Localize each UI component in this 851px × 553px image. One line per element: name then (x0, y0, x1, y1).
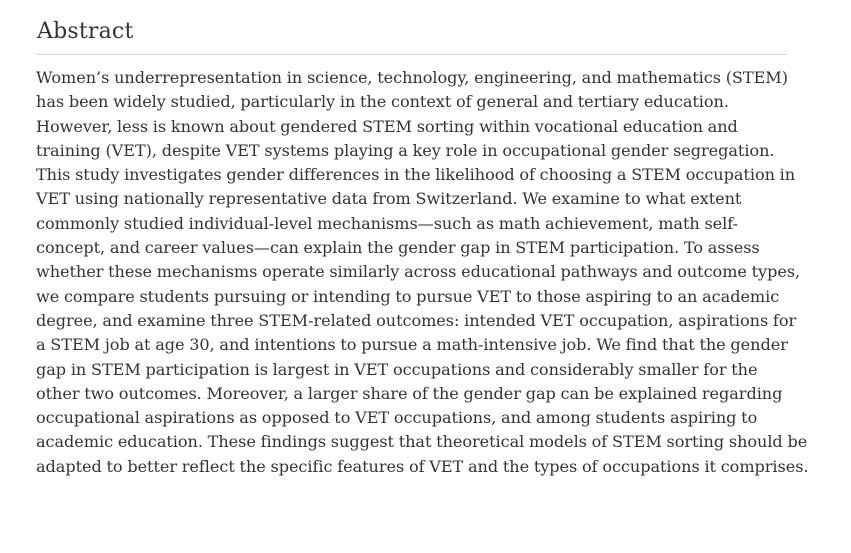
abstract-line: occupational aspirations as opposed to VET occupations, and among students aspiring to (36, 408, 758, 428)
abstract-line: whether these mechanisms operate similarly across educational pathways and outcome types, (36, 262, 801, 282)
abstract-line: However, less is known about gendered STEM sorting within vocational education and (36, 116, 738, 136)
abstract-line: we compare students pursuing or intending to pursue VET to those aspiring to an academic (36, 286, 780, 306)
abstract-line: has been widely studied, particularly in the context of general and tertiary education. (36, 92, 729, 112)
heading-divider (36, 54, 787, 55)
abstract-line: degree, and examine three STEM-related outcomes: intended VET occupation, aspirations for (36, 310, 797, 330)
abstract-line: training (VET), despite VET systems playing a key role in occupational gender segregation. (36, 140, 775, 160)
abstract-heading: Abstract (37, 19, 134, 44)
abstract-line: Women’s underrepresentation in science, technology, engineering, and mathematics (STEM) (36, 68, 788, 87)
abstract-line: commonly studied individual-level mechanisms—such as math achievement, math self- (36, 213, 738, 233)
abstract-line: a STEM job at age 30, and intentions to pursue a math-intensive job. We find that the gender (36, 335, 788, 355)
abstract-line: adapted to better reflect the specific features of VET and the types of occupations it comprises. (36, 456, 809, 476)
abstract-line: gap in STEM participation is largest in VET occupations and considerably smaller for the (36, 359, 758, 379)
abstract-line: concept, and career values—can explain the gender gap in STEM participation. To assess (36, 238, 760, 258)
abstract-body (36, 66, 809, 479)
abstract-line: academic education. These findings suggest that theoretical models of STEM sorting should be (36, 432, 808, 452)
abstract-line: other two outcomes. Moreover, a larger share of the gender gap can be explained regarding (36, 383, 783, 403)
abstract-line: This study investigates gender differences in the likelihood of choosing a STEM occupation in (36, 165, 796, 185)
abstract-line: VET using nationally representative data from Switzerland. We examine to what extent (36, 189, 742, 209)
